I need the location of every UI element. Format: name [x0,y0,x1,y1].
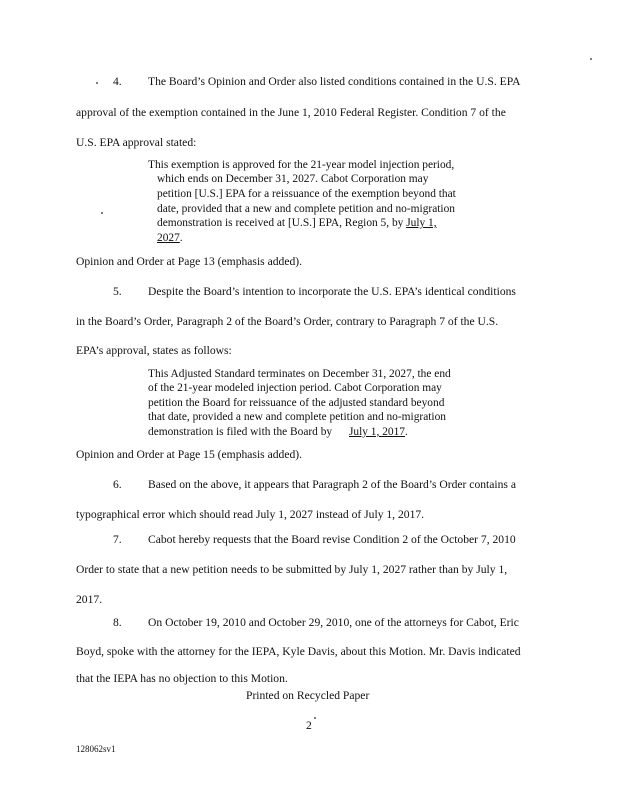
paragraph-number: 7. [113,533,122,546]
scan-speck [590,58,592,60]
body-line: Order to state that a new petition needs to be submitted by July 1, 2027 rather than by July 1, [76,563,508,576]
scan-speck [314,717,316,719]
body-line: U.S. EPA approval stated: [76,136,197,149]
paragraph-number: 4. [113,75,122,88]
quote-line [148,425,408,439]
paragraph-number: 6. [113,478,122,491]
underlined-date: July 1, 2017 [348,426,405,438]
scan-speck [101,212,103,214]
body-line: EPA’s approval, states as follows: [76,344,232,357]
body-line: typographical error which should read July 1, 2027 instead of July 1, 2017. [76,508,425,521]
quote-text: demonstration is filed with the Board by [148,426,335,438]
body-line: The Board’s Opinion and Order also listed conditions contained in the U.S. EPA [148,75,521,88]
quote-line: date, provided that a new and complete petition and no-migration [157,203,455,215]
body-line: in the Board’s Order, Paragraph 2 of the Board’s Order, contrary to Paragraph 7 of the U.S. [76,315,499,328]
quote-line: petition [U.S.] EPA for a reissuance of the exemption beyond that [157,188,456,200]
quote-line: which ends on December 31, 2027. Cabot Corporation may [157,173,429,185]
paragraph-number: 5. [113,285,122,298]
body-line: Based on the above, it appears that Paragraph 2 of the Board’s Order contains a [148,478,516,491]
punctuation: . [179,232,183,244]
quote-line: This Adjusted Standard terminates on December 31, 2027, the end [148,368,451,380]
body-line: Boyd, spoke with the attorney for the IEPA, Kyle Davis, about this Motion. Mr. Davis indicated [76,645,521,658]
body-line: Cabot hereby requests that the Board revise Condition 2 of the October 7, 2010 [148,533,516,546]
scan-speck [96,82,98,84]
body-line: Despite the Board’s intention to incorporate the U.S. EPA’s identical conditions [148,285,516,298]
quote-line [157,231,183,245]
punctuation: . [404,426,408,438]
page-number: 2 [306,719,312,732]
citation: Opinion and Order at Page 15 (emphasis added). [76,448,303,461]
quote-line: petition the Board for reissuance of the adjusted standard beyond [148,397,445,409]
quote-line: of the 21-year modeled injection period. Cabot Corporation may [148,382,442,394]
quote-line: This exemption is approved for the 21-year model injection period, [148,159,455,171]
body-line: On October 19, 2010 and October 29, 2010, one of the attorneys for Cabot, Eric [148,616,519,629]
underlined-date: 2027 [157,232,180,244]
body-line: 2017. [76,593,103,606]
citation: Opinion and Order at Page 13 (emphasis added). [76,255,303,268]
recycled-paper-notice: Printed on Recycled Paper [246,689,370,702]
body-line: approval of the exemption contained in the June 1, 2010 Federal Register. Condition 7 of the [76,106,506,119]
document-id: 128062sv1 [76,744,116,754]
quote-line: that date, provided a new and complete petition and no-migration [148,411,446,423]
underlined-date: July 1, [406,217,437,229]
paragraph-number: 8. [113,616,122,629]
quote-text: demonstration is received at [U.S.] EPA, Region 5, by [157,217,407,229]
quote-line [157,216,437,230]
body-line: that the IEPA has no objection to this Motion. [76,672,288,685]
